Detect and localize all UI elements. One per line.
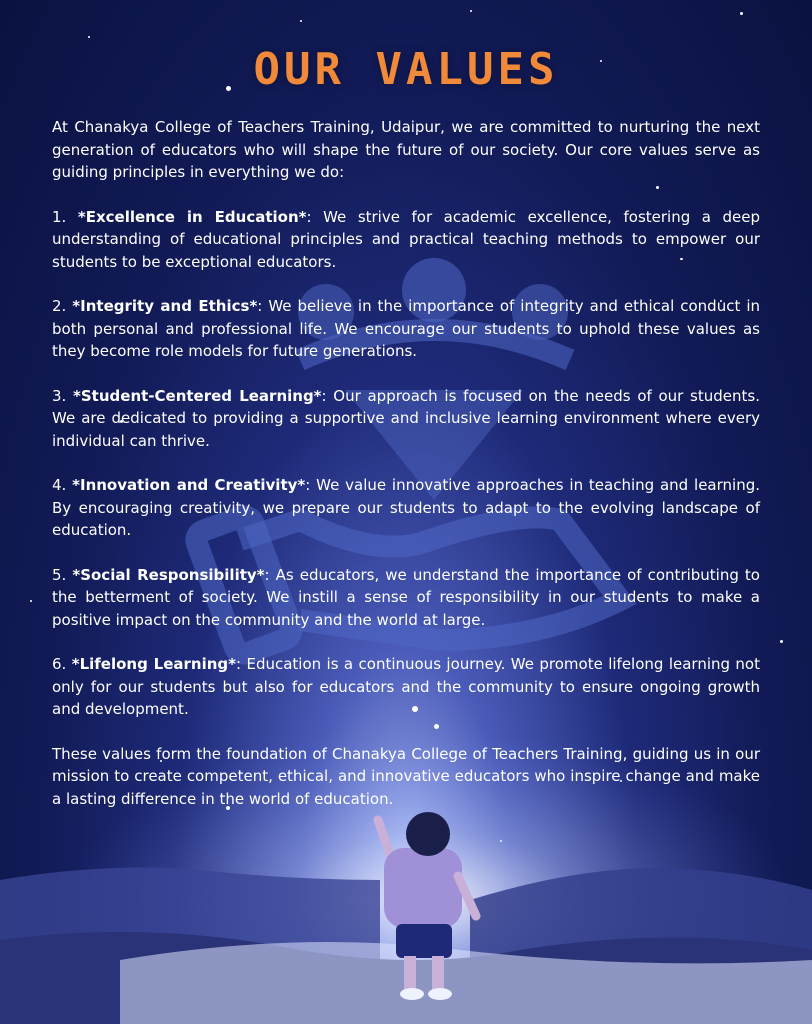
- value-heading: *Integrity and Ethics*: [72, 297, 258, 315]
- value-heading: *Innovation and Creativity*: [72, 476, 306, 494]
- value-item: [52, 474, 760, 542]
- value-heading: *Social Responsibility*: [72, 565, 265, 584]
- value-item: [52, 653, 760, 721]
- value-heading: *Excellence in Education*: [77, 207, 307, 226]
- value-number: 6.: [52, 655, 67, 673]
- value-heading: *Student-Centered Learning*: [73, 386, 322, 405]
- values-content: [52, 116, 760, 832]
- value-item: [52, 206, 760, 274]
- value-item: [52, 295, 760, 363]
- intro-paragraph: At Chanakya College of Teachers Training, Udaipur, we are committed to nurturing the next generation of educators who will shape the future of our society. Our core values serve as guiding principles in everything we do:: [52, 118, 760, 181]
- value-item: [52, 385, 760, 453]
- closing-paragraph: These values form the foundation of Chanakya College of Teachers Training, guiding us in our mission to create competent, ethical, and innovative educators who inspire change and make a lasting difference in the world of education.: [52, 744, 760, 808]
- value-number: 2.: [52, 297, 67, 315]
- value-text: : We believe in the importance of integrity and ethical conduct in both personal and professional life. We encourage our students to uphold these values as they become role models for future generations.: [52, 297, 760, 360]
- value-text: : We value innovative approaches in teaching and learning. By encouraging creativity, we prepare our students to adapt to the evolving landscape of education.: [52, 476, 760, 539]
- value-heading: *Lifelong Learning*: [71, 655, 237, 673]
- value-text: : Our approach is focused on the needs of our students. We are dedicated to providing a supportive and inclusive learning environment where every individual can thrive.: [52, 386, 760, 450]
- value-number: 5.: [52, 565, 67, 584]
- value-number: 3.: [52, 386, 67, 405]
- value-text: : We strive for academic excellence, fostering a deep understanding of educational principles and practical teaching methods to empower our students to be exceptional educators.: [52, 207, 760, 271]
- page-title: OUR VALUES: [253, 44, 559, 95]
- value-text: : As educators, we understand the importance of contributing to the betterment of society. We instill a sense of responsibility in our students to make a positive impact on the community and the world at large.: [52, 565, 760, 629]
- value-number: 4.: [52, 476, 67, 494]
- value-text: : Education is a continuous journey. We promote lifelong learning not only for our students but also for educators and the community to ensure ongoing growth and development.: [52, 655, 760, 718]
- value-number: 1.: [52, 207, 67, 226]
- value-item: [52, 564, 760, 632]
